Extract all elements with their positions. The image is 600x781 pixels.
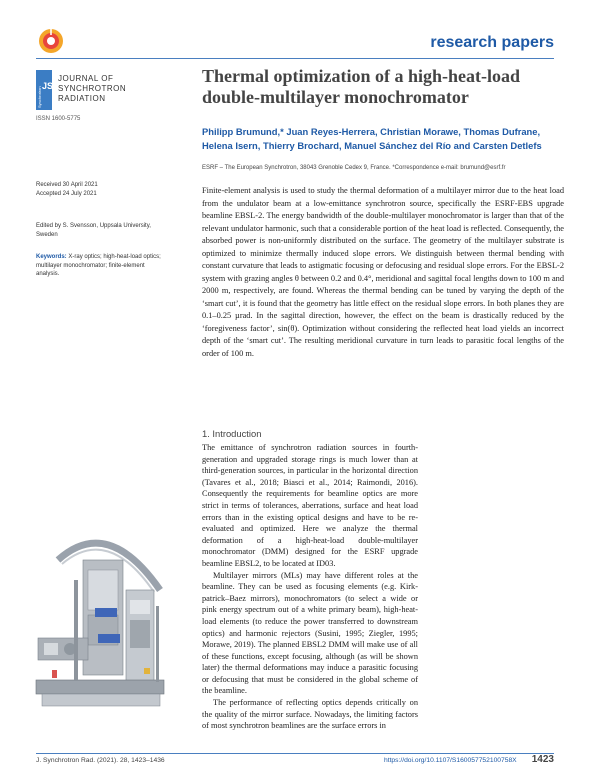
authors-line: Philipp Brumund,* Juan Reyes-Herrera, Christian Morawe, Thomas Dufrane, [202, 126, 541, 137]
introduction-body [202, 442, 418, 732]
author-list [202, 125, 572, 153]
abstract: Finite-element analysis is used to study the thermal deformation of a multilayer mirror due to the heat load from the undulator beam at a low-emittance synchrotron source, specifically the ESRF-EBS upgrade beamline EBSL-2. The energy bandwidth of the double-multilayer monochromator is larger than that of the relevant undulator harmonic, such that a considerable portion of the heat load is reflected. Consequently, the absorbed power is non-uniformly distributed on the surface. The geometry of the multilayer substrate is optimized to minimize thermally induced slope errors. We distinguish between thermal bending with constant curvature that leads to astigmatic focusing or defocusing and residual slope errors. For the EBSL-2 system with grazing angles θ between 0.2 and 0.4°, meridional and sagittal focal lengths down to 100 m and 2000 m, respectively, are found. Whereas the thermal bending can be tuned by varying the depth of the ‘smart cut’, it is found that the geometry has little effect on the residual slope errors. In both planes they are 0.1–0.25 µrad. In the sagittal direction, however, the effect on the beam is drastically reduced by the ‘foregiveness factor’, sin(θ). Optimization without considering the reflected heat load yields an incorrect depth of the ‘smart cut’. The resulting meridional curvature in turn leads to parasitic focal lengths of the order of 100 m. [202, 186, 564, 358]
header-rule [36, 58, 554, 59]
affiliation: ESRF – The European Synchrotron, 38043 Grenoble Cedex 9, France. *Correspondence e-mail: brumund@esrf.fr [202, 165, 506, 171]
page-number: 1423 [531, 754, 554, 765]
doi-link[interactable]: https://doi.org/10.1107/S160057752100758X [384, 757, 517, 764]
citation: J. Synchrotron Rad. (2021). 28, 1423–1436 [36, 757, 165, 764]
keywords [36, 253, 166, 279]
section-heading: 1. Introduction [202, 428, 262, 439]
journal-name-line: SYNCHROTRON [58, 84, 127, 93]
open-access-logo [36, 26, 66, 56]
keywords-text: X-ray optics; high-heat-load optics; multilayer monochromator; finite-element analysis. [36, 254, 161, 277]
journal-badge [36, 70, 60, 110]
journal-name-line: JOURNAL OF [58, 74, 114, 83]
footer-rule [36, 753, 554, 754]
issn: ISSN 1600-5775 [36, 116, 81, 122]
authors-line: Helena Isern, Thierry Brochard, Manuel Sánchez del Río and Carsten Detlefs [202, 140, 542, 151]
received-date: Received 30 April 2021 [36, 182, 98, 188]
section-label: research papers [430, 34, 554, 51]
badge-vertical-text: Synchrotron [37, 86, 42, 108]
edited-by: Edited by S. Svensson, Uppsala University, Sweden [36, 223, 151, 238]
journal-name-line: RADIATION [58, 94, 106, 103]
accepted-date: Accepted 24 July 2021 [36, 190, 97, 197]
monochromator-figure [28, 520, 170, 717]
paragraph: Multilayer mirrors (MLs) may have different roles at the beamline. They can be used as focusing elements (e.g. Kirk-patrick–Baez mirrors), monochromators (to select a wide or pink energy spectrum out of a white primary beam), high-heat-load elements (to reduce the power transferred to downstream optics) and harmonic rejectors (Susini, 1995; Ziegler, 1995; Morawe, 2019). The planned EBSL2 DMM will make use of all of these functions, except focusing, although (as will be shown later) the thermal deformations may induce a parasitic focusing or defocusing that must be considered in the global scheme of the beamline. [202, 570, 418, 696]
title-line: Thermal optimization of a high-heat-load [202, 66, 520, 86]
article-dates [36, 181, 176, 198]
badge-abbrev: JSR [42, 81, 60, 91]
journal-name [58, 74, 126, 104]
article-title [202, 66, 532, 108]
paragraph: The emittance of synchrotron radiation sources in fourth-generation and upgraded storage rings is much lower than at third-generation sources, in particular in the horizontal direction (Tavares et al., 2018; Biasci et al., 2014; Raimondi, 2016). Consequently the requirements for beamline optics are more strict in terms of tolerances, aberrations, surface and heat load errors than in the existing optical designs and have to be re-evaluated and optimized. Here we analyze the thermal deformation of a high-heat-load double-multilayer monochromator (DMM) designed for the ESRF upgrade beamline EBSL2, to be located at ID03. [202, 443, 418, 568]
paragraph: The performance of reflecting optics depends critically on the quality of the mirror surface. Nowadays, the limiting factors of most synchrotron beamlines are the surface errors in [202, 698, 418, 731]
title-line: double-multilayer monochromator [202, 87, 469, 107]
keywords-label: Keywords: [36, 254, 67, 260]
